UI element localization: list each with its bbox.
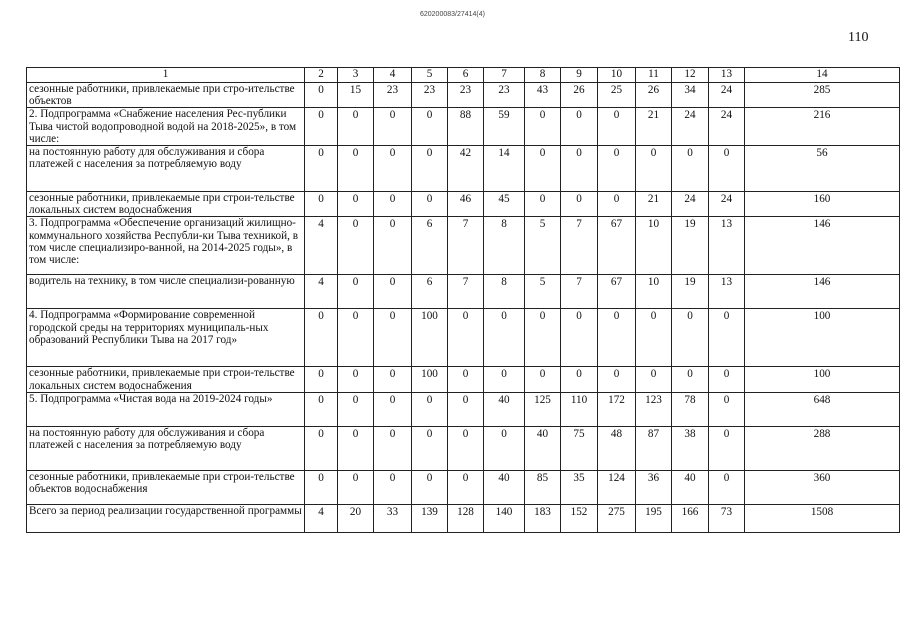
table-cell: 0 xyxy=(305,192,338,217)
employment-table xyxy=(26,67,900,533)
table-cell: 5 xyxy=(525,217,561,275)
table-cell: 100 xyxy=(412,309,448,367)
column-header: 14 xyxy=(745,68,900,83)
table-cell: 78 xyxy=(672,392,709,426)
row-label: Всего за период реализации государственной программы xyxy=(27,504,305,532)
table-cell: 0 xyxy=(709,392,745,426)
table-cell: 24 xyxy=(709,108,745,146)
table-cell: 0 xyxy=(374,367,412,392)
table-cell: 5 xyxy=(525,275,561,309)
table-cell: 88 xyxy=(448,108,484,146)
table-cell: 0 xyxy=(484,367,525,392)
table-cell: 0 xyxy=(412,192,448,217)
table-cell: 0 xyxy=(561,146,598,192)
column-header: 11 xyxy=(636,68,672,83)
table-cell: 8 xyxy=(484,275,525,309)
table-cell: 48 xyxy=(598,426,636,470)
table-cell: 140 xyxy=(484,504,525,532)
table-cell: 38 xyxy=(672,426,709,470)
column-header: 3 xyxy=(338,68,374,83)
row-label: 2. Подпрограмма «Снабжение населения Рес-публики Тыва чистой водопроводной водой на 2018-2025», в том числе: xyxy=(27,108,305,146)
table-cell: 0 xyxy=(448,367,484,392)
table-cell: 45 xyxy=(484,192,525,217)
column-header: 8 xyxy=(525,68,561,83)
table-cell: 0 xyxy=(525,309,561,367)
table-cell: 124 xyxy=(598,470,636,504)
table-cell: 0 xyxy=(374,192,412,217)
table-cell: 0 xyxy=(598,309,636,367)
table-cell: 10 xyxy=(636,217,672,275)
table-cell: 42 xyxy=(448,146,484,192)
table-cell: 0 xyxy=(338,367,374,392)
table-cell: 0 xyxy=(525,367,561,392)
table-cell: 0 xyxy=(672,146,709,192)
table-cell: 40 xyxy=(484,392,525,426)
row-label: 4. Подпрограмма «Формирование современной городской среды на территориях муниципаль-ных образований Республики Тыва на 2017 год» xyxy=(27,309,305,367)
row-label: сезонные работники, привлекаемые при строи-тельстве локальных систем водоснабжения xyxy=(27,367,305,392)
table-cell: 0 xyxy=(672,309,709,367)
table-cell: 26 xyxy=(561,83,598,108)
table-cell: 23 xyxy=(448,83,484,108)
table-cell: 0 xyxy=(374,309,412,367)
table-cell: 40 xyxy=(484,470,525,504)
table-cell: 0 xyxy=(338,275,374,309)
table-cell: 128 xyxy=(448,504,484,532)
table-row xyxy=(27,470,900,504)
table-cell: 166 xyxy=(672,504,709,532)
table-cell: 0 xyxy=(448,392,484,426)
table-cell: 0 xyxy=(672,367,709,392)
row-label: водитель на технику, в том числе специализи-рованную xyxy=(27,275,305,309)
column-header: 10 xyxy=(598,68,636,83)
table-cell: 24 xyxy=(672,108,709,146)
table-body xyxy=(27,83,900,533)
table-cell: 0 xyxy=(338,146,374,192)
table-cell: 19 xyxy=(672,275,709,309)
table-cell: 100 xyxy=(745,367,900,392)
table-cell: 0 xyxy=(598,146,636,192)
table-cell: 0 xyxy=(598,108,636,146)
table-cell: 0 xyxy=(338,426,374,470)
document-id: 620200083/27414(4) xyxy=(419,11,485,18)
table-cell: 20 xyxy=(338,504,374,532)
table-cell: 0 xyxy=(305,108,338,146)
table-row xyxy=(27,309,900,367)
table-cell: 0 xyxy=(374,108,412,146)
table-cell: 360 xyxy=(745,470,900,504)
table-cell: 0 xyxy=(525,146,561,192)
table-cell: 0 xyxy=(448,309,484,367)
table-cell: 100 xyxy=(745,309,900,367)
table-cell: 195 xyxy=(636,504,672,532)
column-header: 6 xyxy=(448,68,484,83)
table-cell: 216 xyxy=(745,108,900,146)
column-header: 2 xyxy=(305,68,338,83)
table-cell: 59 xyxy=(484,108,525,146)
table-cell: 0 xyxy=(561,108,598,146)
table-cell: 0 xyxy=(338,309,374,367)
table-cell: 7 xyxy=(448,217,484,275)
table-row xyxy=(27,192,900,217)
table-cell: 36 xyxy=(636,470,672,504)
table-cell: 0 xyxy=(374,217,412,275)
row-label: 3. Подпрограмма «Обеспечение организаций жилищно-коммунального хозяйства Республи-ки Тыва техникой, в том числе специализиро-ванной, на 2014-2025 годы», в том числе: xyxy=(27,217,305,275)
column-header: 5 xyxy=(412,68,448,83)
table-cell: 40 xyxy=(525,426,561,470)
table-cell: 23 xyxy=(412,83,448,108)
table-row xyxy=(27,426,900,470)
table-cell: 0 xyxy=(338,108,374,146)
column-header: 7 xyxy=(484,68,525,83)
table-cell: 0 xyxy=(305,470,338,504)
table-cell: 24 xyxy=(709,83,745,108)
table-cell: 146 xyxy=(745,217,900,275)
table-cell: 0 xyxy=(636,146,672,192)
table-cell: 0 xyxy=(709,367,745,392)
table-cell: 0 xyxy=(412,470,448,504)
table-cell: 0 xyxy=(374,146,412,192)
table-cell: 0 xyxy=(598,367,636,392)
table-row xyxy=(27,504,900,532)
table-cell: 183 xyxy=(525,504,561,532)
column-header: 4 xyxy=(374,68,412,83)
table-cell: 0 xyxy=(412,426,448,470)
table-cell: 275 xyxy=(598,504,636,532)
table-row xyxy=(27,392,900,426)
table-cell: 13 xyxy=(709,275,745,309)
table-cell: 0 xyxy=(525,192,561,217)
table-cell: 21 xyxy=(636,108,672,146)
table-cell: 0 xyxy=(374,470,412,504)
table-cell: 0 xyxy=(338,192,374,217)
table-cell: 6 xyxy=(412,275,448,309)
table-header-row xyxy=(27,68,900,83)
table-cell: 0 xyxy=(338,470,374,504)
table-cell: 288 xyxy=(745,426,900,470)
table-row xyxy=(27,217,900,275)
table-cell: 4 xyxy=(305,217,338,275)
column-header: 9 xyxy=(561,68,598,83)
table-cell: 0 xyxy=(412,108,448,146)
column-header: 13 xyxy=(709,68,745,83)
table-cell: 125 xyxy=(525,392,561,426)
row-label: сезонные работники, привлекаемые при строи-тельстве объектов водоснабжения xyxy=(27,470,305,504)
table-cell: 4 xyxy=(305,275,338,309)
table-cell: 40 xyxy=(672,470,709,504)
table-cell: 0 xyxy=(709,470,745,504)
table-cell: 7 xyxy=(561,275,598,309)
table-cell: 0 xyxy=(412,146,448,192)
table-cell: 33 xyxy=(374,504,412,532)
table-cell: 0 xyxy=(448,470,484,504)
table-cell: 0 xyxy=(374,392,412,426)
table-cell: 14 xyxy=(484,146,525,192)
table-cell: 6 xyxy=(412,217,448,275)
table-row xyxy=(27,367,900,392)
table-cell: 46 xyxy=(448,192,484,217)
table-cell: 0 xyxy=(305,426,338,470)
table-cell: 0 xyxy=(484,309,525,367)
row-label: сезонные работники, привлекаемые при строи-тельстве локальных систем водоснабжения xyxy=(27,192,305,217)
table-cell: 7 xyxy=(448,275,484,309)
table-cell: 13 xyxy=(709,217,745,275)
table-cell: 110 xyxy=(561,392,598,426)
table-cell: 34 xyxy=(672,83,709,108)
table-cell: 172 xyxy=(598,392,636,426)
row-label: 5. Подпрограмма «Чистая вода на 2019-2024 годы» xyxy=(27,392,305,426)
table-cell: 285 xyxy=(745,83,900,108)
table-cell: 67 xyxy=(598,275,636,309)
table-cell: 0 xyxy=(338,217,374,275)
table-cell: 43 xyxy=(525,83,561,108)
table-cell: 123 xyxy=(636,392,672,426)
column-header: 12 xyxy=(672,68,709,83)
table-cell: 10 xyxy=(636,275,672,309)
table-cell: 21 xyxy=(636,192,672,217)
table-cell: 0 xyxy=(709,146,745,192)
table-cell: 87 xyxy=(636,426,672,470)
page-number: 110 xyxy=(848,30,869,45)
table-cell: 75 xyxy=(561,426,598,470)
table-cell: 0 xyxy=(525,108,561,146)
table-cell: 85 xyxy=(525,470,561,504)
table-cell: 139 xyxy=(412,504,448,532)
table-cell: 0 xyxy=(412,392,448,426)
table-cell: 0 xyxy=(561,192,598,217)
table-cell: 1508 xyxy=(745,504,900,532)
table-cell: 152 xyxy=(561,504,598,532)
table-row xyxy=(27,146,900,192)
table-cell: 0 xyxy=(374,426,412,470)
table-cell: 15 xyxy=(338,83,374,108)
table-cell: 0 xyxy=(338,392,374,426)
table-cell: 23 xyxy=(374,83,412,108)
table-cell: 0 xyxy=(305,83,338,108)
table-cell: 56 xyxy=(745,146,900,192)
table-cell: 26 xyxy=(636,83,672,108)
table-cell: 73 xyxy=(709,504,745,532)
table-cell: 8 xyxy=(484,217,525,275)
table-cell: 25 xyxy=(598,83,636,108)
table-cell: 19 xyxy=(672,217,709,275)
row-label: на постоянную работу для обслуживания и сбора платежей с населения за потребляемую воду xyxy=(27,426,305,470)
table-cell: 648 xyxy=(745,392,900,426)
table-cell: 100 xyxy=(412,367,448,392)
table-cell: 0 xyxy=(598,192,636,217)
table-cell: 67 xyxy=(598,217,636,275)
table-cell: 0 xyxy=(709,426,745,470)
table-cell: 0 xyxy=(374,275,412,309)
table-cell: 0 xyxy=(636,367,672,392)
table-cell: 24 xyxy=(672,192,709,217)
table-cell: 0 xyxy=(636,309,672,367)
table-cell: 0 xyxy=(305,146,338,192)
table-row xyxy=(27,108,900,146)
table-row xyxy=(27,275,900,309)
table-cell: 0 xyxy=(561,309,598,367)
column-header: 1 xyxy=(27,68,305,83)
table-cell: 7 xyxy=(561,217,598,275)
table-cell: 23 xyxy=(484,83,525,108)
table-cell: 146 xyxy=(745,275,900,309)
table-cell: 0 xyxy=(484,426,525,470)
table-cell: 24 xyxy=(709,192,745,217)
row-label: сезонные работники, привлекаемые при стро-ительстве объектов xyxy=(27,83,305,108)
table-cell: 35 xyxy=(561,470,598,504)
table-cell: 160 xyxy=(745,192,900,217)
table-cell: 0 xyxy=(561,367,598,392)
table-row xyxy=(27,83,900,108)
table-cell: 0 xyxy=(448,426,484,470)
table-cell: 4 xyxy=(305,504,338,532)
table-cell: 0 xyxy=(709,309,745,367)
table-cell: 0 xyxy=(305,309,338,367)
row-label: на постоянную работу для обслуживания и сбора платежей с населения за потребляемую воду xyxy=(27,146,305,192)
table-cell: 0 xyxy=(305,392,338,426)
table-cell: 0 xyxy=(305,367,338,392)
